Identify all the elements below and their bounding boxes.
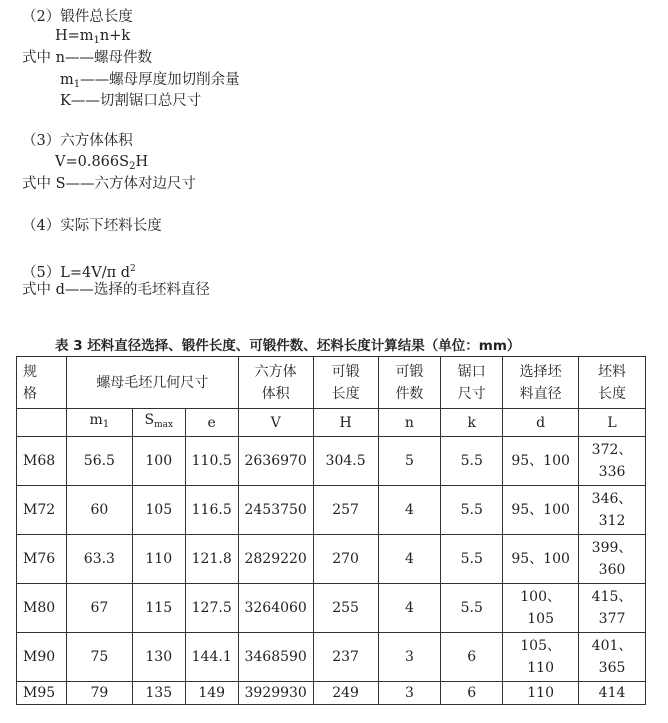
header-line: 长度 [331, 385, 360, 402]
formula-hex-volume [55, 153, 148, 176]
cell-line: 110 [527, 685, 554, 701]
cell-blank-diameter [503, 682, 579, 705]
cell-blank-length [579, 633, 646, 682]
formula-part: （5）L=4V/π d [22, 265, 131, 281]
cell-line: 95、100 [511, 502, 570, 518]
cell-smax: 100 [132, 437, 185, 486]
cell-forge-length: 237 [313, 633, 378, 682]
cell-saw-kerf: 6 [441, 633, 503, 682]
cell-forge-count: 4 [378, 535, 441, 584]
table-subheader-row [17, 409, 646, 437]
header-line: 料直径 [519, 385, 562, 402]
symbol-subscript: 1 [102, 419, 110, 430]
subheader-l: L [579, 409, 646, 437]
section-3-title: （3）六方体体积 [22, 133, 133, 149]
cell-smax: 110 [132, 535, 185, 584]
cell-spec: M95 [17, 682, 67, 705]
formula-part: n+k [99, 28, 131, 44]
cell-line: 95、100 [511, 453, 570, 469]
cell-forge-length: 270 [313, 535, 378, 584]
table-header-row [17, 357, 646, 409]
header-forge-length [313, 357, 378, 409]
cell-forge-count: 3 [378, 633, 441, 682]
cell-m1: 56.5 [66, 437, 132, 486]
header-line: 选择坯 [519, 363, 562, 380]
header-saw-kerf [441, 357, 503, 409]
subheader-v: V [238, 409, 313, 437]
cell-blank-length [579, 682, 646, 705]
subheader-h: H [313, 409, 378, 437]
cell-line: 95、100 [511, 551, 570, 567]
cell-line: 105、 [520, 638, 561, 654]
header-line: 规 [23, 363, 37, 380]
cell-forge-count: 3 [378, 682, 441, 705]
cell-saw-kerf: 5.5 [441, 535, 503, 584]
header-line: 长度 [598, 385, 627, 402]
header-line: 可锻 [331, 363, 360, 380]
cell-spec: M72 [17, 486, 67, 535]
cell-blank-diameter [503, 535, 579, 584]
cell-line: 105 [527, 611, 554, 627]
cell-forge-count: 4 [378, 486, 441, 535]
cell-volume: 2453750 [238, 486, 313, 535]
subheader-d: d [503, 409, 579, 437]
cell-smax: 130 [132, 633, 185, 682]
cell-line: 415、 [591, 589, 633, 605]
header-nut-blank: 螺母毛坯几何尺寸 [66, 357, 238, 409]
cell-m1: 67 [66, 584, 132, 633]
subheader-e: e [185, 409, 238, 437]
table-row [17, 584, 646, 633]
results-table [16, 356, 646, 705]
header-line: 体积 [261, 385, 290, 402]
cell-blank-length [579, 535, 646, 584]
subheader-k: k [441, 409, 503, 437]
header-line: 尺寸 [457, 385, 486, 402]
table-caption: 表 3 坯料直径选择、锻件长度、可锻件数、坯料长度计算结果（单位：mm） [55, 338, 521, 354]
cell-line: 336 [598, 464, 626, 480]
cell-volume: 2636970 [238, 437, 313, 486]
definition-k: K——切割锯口总尺寸 [60, 93, 202, 109]
header-forge-count [378, 357, 441, 409]
cell-forge-count: 5 [378, 437, 441, 486]
cell-spec: M76 [17, 535, 67, 584]
table-row [17, 437, 646, 486]
section-2-title: （2）锻件总长度 [22, 9, 133, 25]
cell-forge-length: 257 [313, 486, 378, 535]
subheader-empty [17, 409, 67, 437]
subheader-m1 [66, 409, 132, 437]
formula-blank-length [22, 260, 136, 282]
cell-m1: 75 [66, 633, 132, 682]
section-4-title: （4）实际下坯料长度 [22, 218, 162, 234]
cell-line: 100、 [520, 589, 561, 605]
formula-subscript: 1 [93, 35, 100, 46]
cell-volume: 3929930 [238, 682, 313, 705]
cell-forge-length: 255 [313, 584, 378, 633]
cell-e: 110.5 [185, 437, 238, 486]
cell-smax: 115 [132, 584, 185, 633]
subheader-n: n [378, 409, 441, 437]
cell-volume: 3264060 [238, 584, 313, 633]
cell-line: 110 [527, 660, 554, 676]
table-row [17, 682, 646, 705]
cell-spec: M80 [17, 584, 67, 633]
cell-line: 401、 [591, 638, 633, 654]
cell-blank-diameter [503, 584, 579, 633]
definition-part: ——螺母厚度加切削余量 [80, 72, 240, 88]
formula-part: V=0.866S [55, 154, 130, 170]
cell-m1: 60 [66, 486, 132, 535]
cell-line: 360 [598, 562, 626, 578]
symbol-part: S [144, 412, 155, 428]
cell-blank-diameter [503, 437, 579, 486]
cell-e: 149 [185, 682, 238, 705]
cell-e: 116.5 [185, 486, 238, 535]
header-line: 件数 [395, 385, 424, 402]
header-blank-length [579, 357, 646, 409]
cell-line: 399、 [591, 540, 633, 556]
header-line: 六方体 [254, 363, 297, 380]
cell-smax: 105 [132, 486, 185, 535]
cell-line: 372、 [591, 442, 633, 458]
cell-blank-diameter [503, 486, 579, 535]
cell-e: 127.5 [185, 584, 238, 633]
table-body [17, 437, 646, 705]
definition-part: m [60, 72, 74, 88]
cell-line: 346、 [591, 491, 633, 507]
definition-s: 式中 S——六方体对边尺寸 [22, 176, 197, 192]
formula-forging-length [55, 27, 130, 50]
cell-saw-kerf: 6 [441, 682, 503, 705]
cell-forge-count: 4 [378, 584, 441, 633]
definition-d: 式中 d——选择的毛坯料直径 [22, 282, 210, 298]
cell-spec: M90 [17, 633, 67, 682]
cell-saw-kerf: 5.5 [441, 584, 503, 633]
cell-spec: M68 [17, 437, 67, 486]
header-blank-diameter [503, 357, 579, 409]
formula-part: H=m [55, 28, 94, 44]
header-hex-volume [238, 357, 313, 409]
cell-line: 312 [598, 513, 626, 529]
header-line: 可锻 [395, 363, 424, 380]
header-line: 锯口 [457, 363, 486, 380]
cell-m1: 79 [66, 682, 132, 705]
definition-m1 [60, 71, 240, 94]
header-line: 格 [23, 385, 37, 402]
cell-volume: 3468590 [238, 633, 313, 682]
cell-line: 365 [598, 660, 626, 676]
cell-volume: 2829220 [238, 535, 313, 584]
table-row [17, 535, 646, 584]
definition-n: 式中 n——螺母件数 [22, 50, 152, 66]
cell-saw-kerf: 5.5 [441, 486, 503, 535]
table-row [17, 633, 646, 682]
subheader-smax [132, 409, 185, 437]
definition-subscript: 1 [73, 79, 81, 90]
formula-part: H [135, 154, 149, 170]
cell-e: 121.8 [185, 535, 238, 584]
header-spec [17, 357, 67, 409]
cell-blank-length [579, 437, 646, 486]
cell-blank-length [579, 486, 646, 535]
cell-smax: 135 [132, 682, 185, 705]
cell-line: 414 [598, 685, 626, 701]
formula-subscript: 2 [129, 161, 136, 172]
cell-blank-diameter [503, 633, 579, 682]
cell-forge-length: 249 [313, 682, 378, 705]
symbol-subscript: max [154, 420, 174, 430]
symbol-part: m [89, 412, 103, 428]
header-line: 坯料 [598, 363, 627, 380]
formula-superscript: 2 [130, 264, 136, 274]
cell-m1: 63.3 [66, 535, 132, 584]
cell-saw-kerf: 5.5 [441, 437, 503, 486]
cell-blank-length [579, 584, 646, 633]
cell-forge-length: 304.5 [313, 437, 378, 486]
cell-e: 144.1 [185, 633, 238, 682]
table-row [17, 486, 646, 535]
cell-line: 377 [598, 611, 626, 627]
